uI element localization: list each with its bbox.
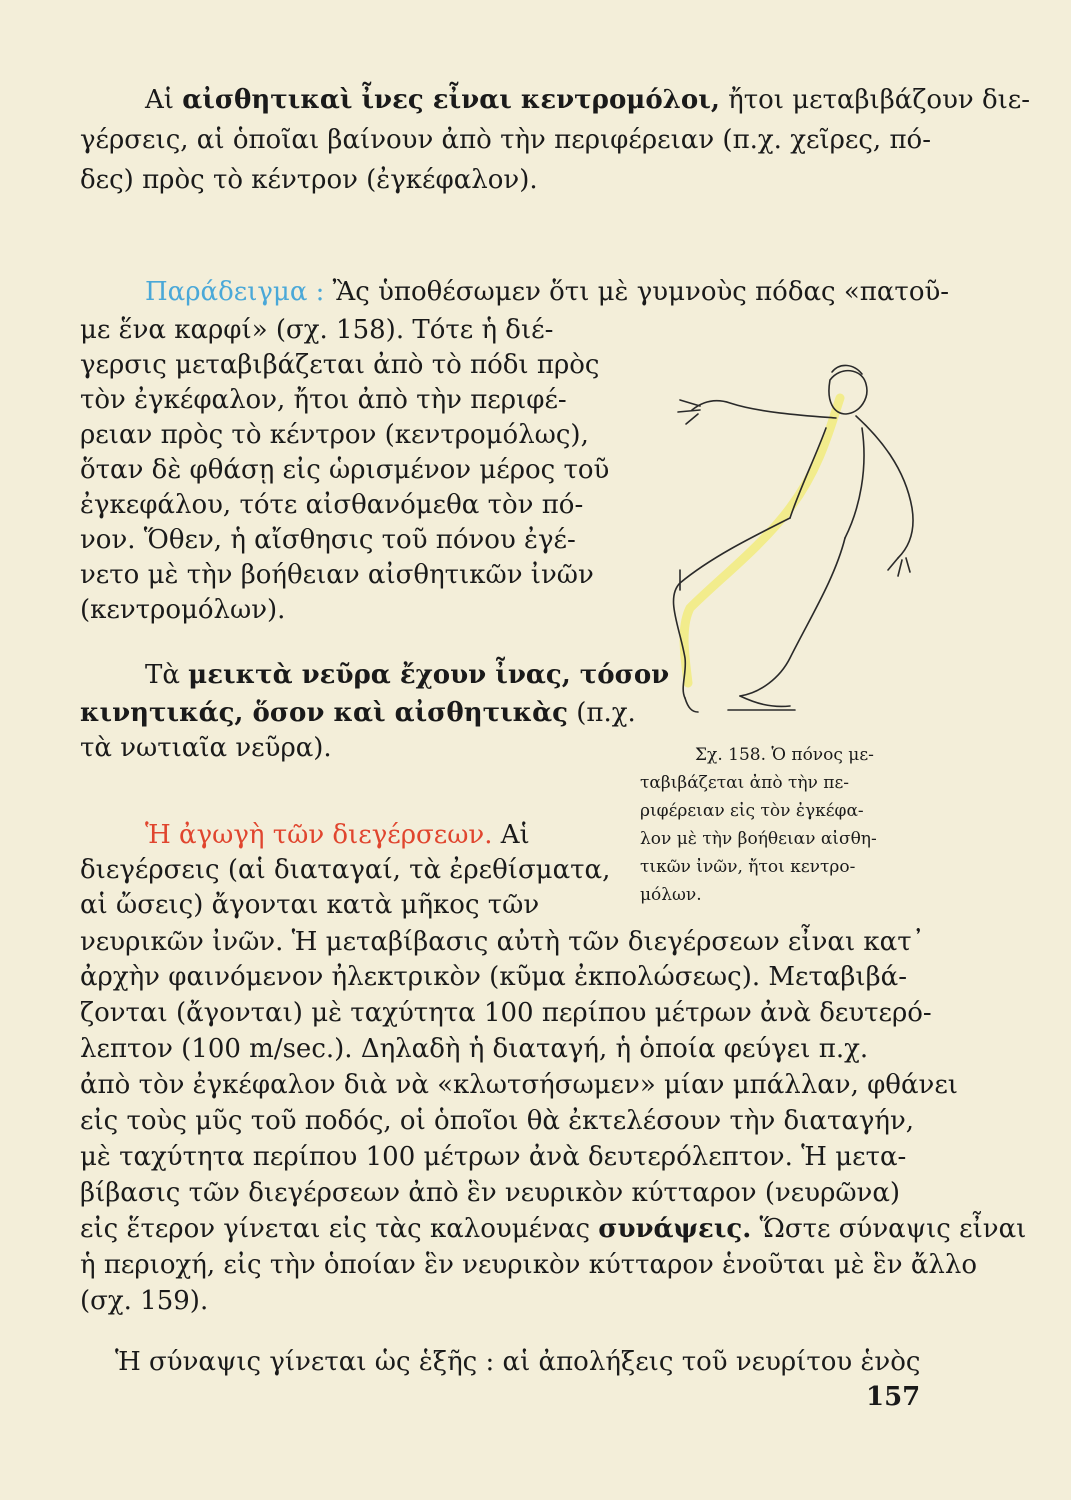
figure-caption-line-4: λον μὲ τὴν βοήθειαν αἰσθη- (640, 829, 877, 849)
text-run: εἰς ἕτερον γίνεται εἰς τὰς καλουμένας (80, 1214, 599, 1244)
text-run: Αἱ (492, 820, 530, 850)
example-line-5: ρειαν πρὸς τὸ κέντρον (κεντρομόλως), (80, 420, 589, 450)
conduction-line-11: βίβασις τῶν διεγέρσεων ἀπὸ ἓν νευρικὸν κύτταρον (νευρῶνα) (80, 1178, 901, 1208)
example-line-10: (κεντρομόλων). (80, 595, 286, 625)
text-run: Τὰ (145, 660, 189, 690)
conduction-line-8: ἀπὸ τὸν ἐγκέφαλον διὰ νὰ «κλωτσήσωμεν» μίαν μπάλλαν, φθάνει (80, 1070, 958, 1100)
figure-caption-line-6: μόλων. (640, 885, 702, 905)
text-run: Αἱ (145, 85, 183, 115)
text-run: Ὥστε σύναψις εἶναι (751, 1214, 1027, 1244)
text-run: Ἂς ὑποθέσωμεν ὅτι μὲ γυμνοὺς πόδας «πατοῦ- (324, 277, 950, 307)
conduction-line-2: διεγέρσεις (αἱ διαταγαί, τὰ ἐρεθίσματα, (80, 855, 611, 885)
synapse-paragraph-line-1: Ἡ σύναψις γίνεται ὡς ἑξῆς : αἱ ἀπολήξεις τοῦ νευρίτου ἑνὸς (115, 1347, 921, 1377)
bold-term-mixed-nerves: μεικτὰ νεῦρα ἔχουν ἶνας, τόσον (188, 660, 670, 690)
example-line-2: με ἕνα καρφί» (σχ. 158). Τότε ἡ διέ- (80, 315, 554, 345)
conduction-line-10: μὲ ταχύτητα περίπου 100 μέτρων ἀνὰ δευτερόλεπτον. Ἡ μετα- (80, 1142, 907, 1172)
example-line-3: γερσις μεταβιβάζεται ἀπὸ τὸ πόδι πρὸς (80, 350, 600, 380)
conduction-line-3: αἱ ὤσεις) ἄγονται κατὰ μῆκος τῶν (80, 890, 540, 920)
paragraph-sensory-line-3: δες) πρὸς τὸ κέντρον (ἐγκέφαλον). (80, 165, 538, 195)
text-run: (π.χ. (568, 698, 636, 728)
example-line-1 (145, 272, 949, 312)
conduction-line-9: εἰς τοὺς μῦς τοῦ ποδός, οἱ ὁποῖοι θὰ ἐκτελέσουν τὴν διαταγήν, (80, 1106, 915, 1136)
figure-caption-line-5: τικῶν ἰνῶν, ἤτοι κεντρο- (640, 857, 856, 877)
bold-term-motor-sensory: κινητικάς, ὅσον καὶ αἰσθητικὰς (80, 698, 568, 728)
conduction-line-13: ἡ περιοχή, εἰς τὴν ὁποίαν ἓν νευρικὸν κύτταρον ἑνοῦται μὲ ἓν ἄλλο (80, 1250, 977, 1280)
mixed-nerves-line-3: τὰ νωτιαῖα νεῦρα). (80, 733, 332, 763)
mixed-nerves-line-1 (145, 655, 669, 695)
figure-caption-line-2: ταβιβάζεται ἀπὸ τὴν πε- (640, 773, 850, 793)
page-number: 157 (866, 1382, 921, 1412)
figure-caption-line-3: ριφέρειαν εἰς τὸν ἐγκέφα- (640, 801, 864, 821)
conduction-line-12 (80, 1209, 1026, 1249)
bold-term-synapses: συνάψεις. (598, 1214, 752, 1244)
paragraph-sensory-line-1 (145, 80, 1030, 120)
example-line-4: τὸν ἐγκέφαλον, ἤτοι ἀπὸ τὴν περιφέ- (80, 385, 567, 415)
example-line-6: ὅταν δὲ φθάσῃ εἰς ὡρισμένον μέρος τοῦ (80, 455, 610, 485)
figure-158-illustration (640, 358, 940, 743)
example-line-8: νον. Ὅθεν, ἡ αἴσθησις τοῦ πόνου ἐγέ- (80, 525, 576, 555)
conduction-line-5: ἀρχὴν φαινόμενον ἠλεκτρικὸν (κῦμα ἐκπολώσεως). Μεταβιβά- (80, 962, 907, 992)
mixed-nerves-line-2 (80, 693, 636, 733)
conduction-line-4: νευρικῶν ἰνῶν. Ἡ μεταβίβασις αὐτὴ τῶν διεγέρσεων εἶναι κατ᾽ (80, 927, 925, 957)
conduction-line-14: (σχ. 159). (80, 1286, 209, 1316)
conduction-line-6: ζονται (ἄγονται) μὲ ταχύτητα 100 περίπου μέτρων ἀνὰ δευτερό- (80, 998, 932, 1028)
example-line-9: νετο μὲ τὴν βοήθειαν αἰσθητικῶν ἰνῶν (80, 560, 594, 590)
example-line-7: ἐγκεφάλου, τότε αἰσθανόμεθα τὸν πό- (80, 490, 584, 520)
figure-caption-line-1: Σχ. 158. Ὁ πόνος με- (695, 745, 874, 765)
text-run: ἤτοι μεταβιβάζουν διε- (719, 85, 1031, 115)
bold-term-sensory-fibers: αἰσθητικαὶ ἶνες εἶναι κεντρομόλοι, (182, 85, 720, 115)
section-heading-conduction: Ἡ ἀγωγὴ τῶν διεγέρσεων. (145, 820, 493, 850)
example-label: Παράδειγμα : (145, 277, 325, 307)
conduction-line-1 (145, 815, 530, 855)
conduction-line-7: λεπτον (100 m/sec.). Δηλαδὴ ἡ διαταγή, ἡ ὁποία φεύγει π.χ. (80, 1034, 869, 1064)
paragraph-sensory-line-2: γέρσεις, αἱ ὁποῖαι βαίνουν ἀπὸ τὴν περιφέρειαν (π.χ. χεῖρες, πό- (80, 125, 931, 155)
